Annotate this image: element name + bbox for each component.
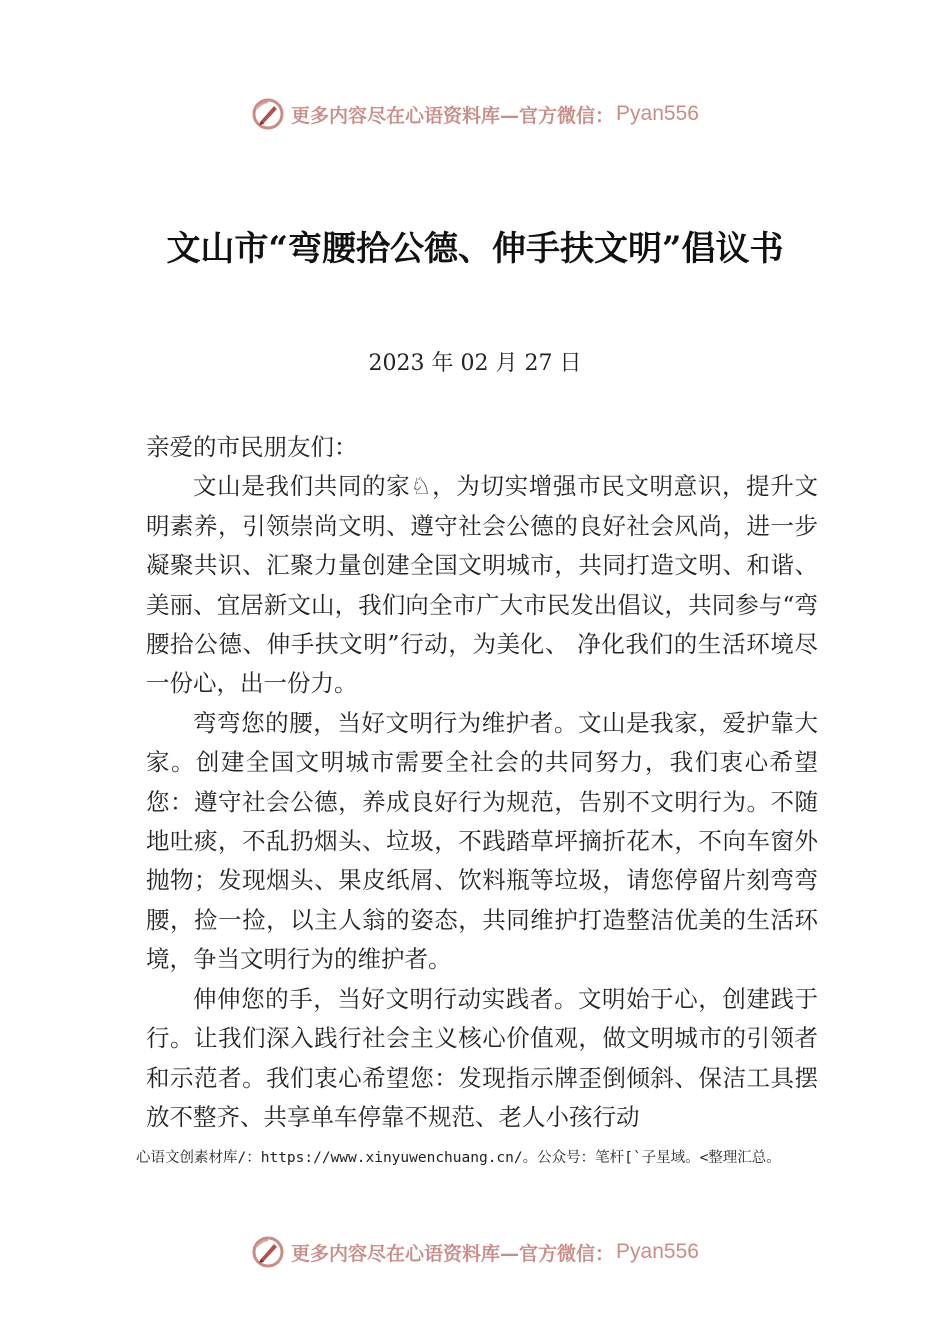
salutation: 亲爱的市民朋友们： — [146, 433, 358, 461]
paragraph: 文山是我们共同的家♘，为切实增强市民文明意识，提升文明素养，引领崇尚文明、遵守社会公德的良好社会风尚，进一步凝聚共识、汇聚力量创建全国文明城市，共同打造文明、和谐、美丽、宜居新文山，我们向全市广大市民发出倡议，共同参与“弯腰拾公德、伸手扶文明”行动，为美化、 净化我们的生活环境尽一份心，出一份力。 — [146, 472, 818, 698]
pen-logo-icon — [251, 1235, 285, 1269]
document-title: 文山市“弯腰拾公德、伸手扶文明”倡议书 — [166, 229, 784, 269]
header-banner — [0, 92, 950, 136]
paragraph: 弯弯您的腰，当好文明行为维护者。文山是我家，爱护靠大家。创建全国文明城市需要全社会的共同努力，我们衷心希望您：遵守社会公德，养成良好行为规范，告别不文明行为。不随地吐痰，不乱扔烟头、垃圾，不践踏草坪摘折花木，不向车窗外抛物；发现烟头、果皮纸屑、饮料瓶等垃圾，请您停留片刻弯弯腰，捡一捡，以主人翁的姿态，共同维护打造整洁优美的生活环境，争当文明行为的维护者。 — [146, 708, 818, 974]
banner-promo-text: 更多内容尽在心语资料库—官方微信： — [291, 104, 615, 127]
banner-wechat-handle: Pyan556 — [616, 1240, 699, 1263]
paragraph: 伸伸您的手，当好文明行动实践者。文明始于心，创建践于行。让我们深入践行社会主义核心价值观，做文明城市的引领者和示范者。我们衷心希望您：发现指示牌歪倒倾斜、保洁工具摆放不整齐、共享单车停靠不规范、老人小孩行动 — [146, 984, 818, 1131]
banner-wechat-handle: Pyan556 — [616, 102, 699, 125]
footer-banner — [0, 1230, 950, 1274]
document-date: 2023 年 02 月 27 日 — [368, 351, 582, 376]
source-footnote: 心语文创素材库/：https://www.xinyuwenchuang.cn/。公众号：笔杆[`子星域。<整理汇总。 — [136, 1150, 781, 1166]
pen-logo-icon — [251, 97, 285, 131]
banner-promo-text: 更多内容尽在心语资料库—官方微信： — [291, 1242, 615, 1265]
document-body — [146, 428, 818, 1137]
